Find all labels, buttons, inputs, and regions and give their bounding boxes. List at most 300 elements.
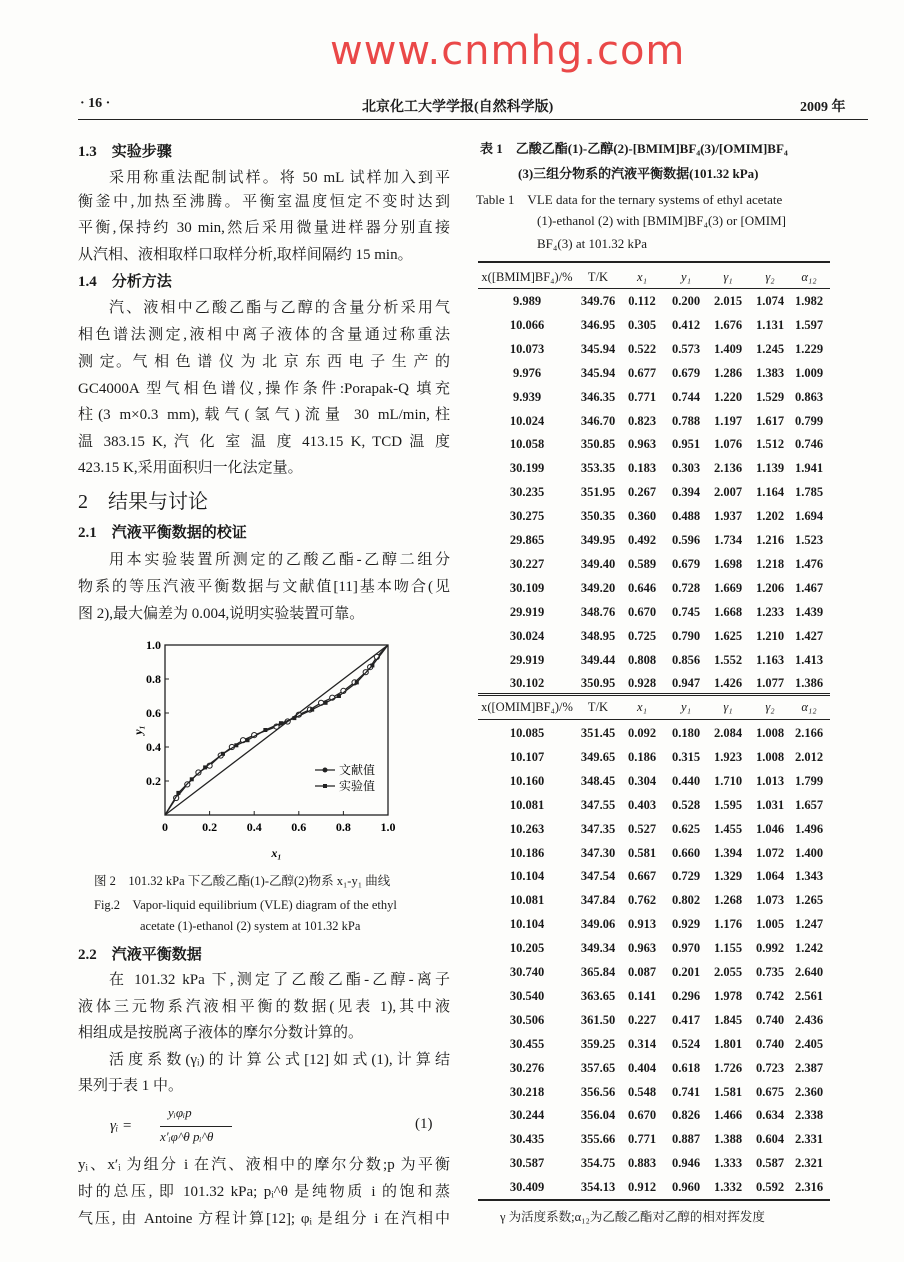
data-point-experimental xyxy=(310,708,314,712)
table-cell: 9.976 xyxy=(512,365,542,380)
paragraph-line: 时的总压, 即 101.32 kPa; pᵢ^θ 是纯物质 i 的饱和蒸 xyxy=(78,1184,450,1200)
table-cell: 1.476 xyxy=(794,556,824,571)
table-row xyxy=(478,650,830,670)
table-cell: 1.734 xyxy=(713,533,743,547)
table-row xyxy=(478,291,830,311)
table-cell: 1.698 xyxy=(713,556,743,571)
table-row xyxy=(478,578,830,598)
table-cell: 0.524 xyxy=(671,1036,701,1051)
table-cell: 9.939 xyxy=(512,389,542,404)
table-cell: 1.332 xyxy=(713,1180,743,1195)
table-cell: 0.587 xyxy=(755,1156,785,1171)
table-cell: 10.024 xyxy=(509,413,545,428)
table-cell: 0.970 xyxy=(671,941,701,956)
table-row xyxy=(478,1129,830,1149)
table-cell: 0.304 xyxy=(627,773,657,788)
paragraph-line: 温 383.15 K, 汽 化 室 温 度 413.15 K, TCD 温 度 xyxy=(78,434,450,450)
section-2-1-heading: 2.1 汽液平衡数据的校证 xyxy=(78,525,247,541)
table-cell: 0.728 xyxy=(671,580,701,595)
table-cell: 1.218 xyxy=(755,556,785,571)
table-cell: 1.229 xyxy=(794,341,824,356)
table-cell: 0.790 xyxy=(671,628,701,643)
table-cell: 30.506 xyxy=(509,1012,545,1027)
table-header-omim xyxy=(478,697,830,717)
table-cell: 1.669 xyxy=(713,580,743,595)
table-row xyxy=(478,673,830,693)
table-cell: 357.65 xyxy=(580,1060,616,1075)
paragraph-line: 在 101.32 kPa 下,测定了乙酸乙酯-乙醇-离子 xyxy=(109,972,450,988)
table-cell: 30.024 xyxy=(509,628,545,643)
table-cell: 1.552 xyxy=(713,652,743,667)
table-cell: 1.676 xyxy=(713,317,743,332)
table-cell: 1.386 xyxy=(794,676,824,691)
table-cell: 10.107 xyxy=(509,749,545,764)
table-cell: 1.801 xyxy=(713,1036,743,1051)
table-cell: 348.76 xyxy=(580,604,616,619)
table-cell: 1.073 xyxy=(755,893,785,908)
table-cell: 1.529 xyxy=(755,389,785,404)
table-cell: 9.989 xyxy=(512,294,542,308)
table-cell: 350.95 xyxy=(580,676,616,691)
table-cell: 0.360 xyxy=(627,509,657,524)
table-row xyxy=(478,626,830,646)
table-row xyxy=(478,843,830,863)
table-cell: α₁₂ xyxy=(801,700,817,714)
table-cell: 1.496 xyxy=(794,821,824,836)
y-tick-label: 1.0 xyxy=(146,638,161,652)
x-tick-label: 0 xyxy=(162,820,168,834)
fig2-caption-cn: 图 2 101.32 kPa 下乙酸乙酯(1)-乙醇(2)物系 x₁-y₁ 曲线 xyxy=(94,874,391,888)
table-cell: 1.072 xyxy=(755,845,785,860)
table-cell: 30.227 xyxy=(509,556,545,571)
table-cell: 0.528 xyxy=(671,797,701,812)
table-cell: 1.388 xyxy=(713,1132,743,1147)
table-cell: 0.912 xyxy=(627,1180,657,1195)
table-cell: 2.055 xyxy=(713,965,743,979)
table-row xyxy=(478,434,830,454)
table-cell: 1.625 xyxy=(713,628,743,643)
table-cell: 10.081 xyxy=(509,893,545,908)
table-cell: 0.296 xyxy=(671,988,701,1003)
paragraph-line: 物系的等压汽液平衡数据与文献值[11]基本吻合(见 xyxy=(78,579,450,595)
table-row xyxy=(478,723,830,743)
legend-marker xyxy=(323,768,328,773)
table-cell: 10.081 xyxy=(509,797,545,812)
table-row xyxy=(478,771,830,791)
table-cell: 2.561 xyxy=(794,988,824,1003)
table-cell: 0.745 xyxy=(671,604,701,619)
paragraph-line: 图 2),最大偏差为 0.004,说明实验装置可靠。 xyxy=(78,606,365,622)
table-cell: 0.267 xyxy=(627,485,657,500)
table-cell: 361.50 xyxy=(580,1012,616,1027)
table-cell: 1.400 xyxy=(794,845,824,860)
table-row xyxy=(478,411,830,431)
table-row xyxy=(478,387,830,407)
table-header-rule xyxy=(478,288,830,289)
table-cell: 2.387 xyxy=(794,1060,824,1075)
data-point-experimental xyxy=(176,791,180,795)
table-cell: 0.913 xyxy=(627,917,657,932)
table-cell: 349.44 xyxy=(580,652,616,667)
data-point-experimental xyxy=(279,721,283,725)
table-cell: 1.439 xyxy=(794,604,824,619)
table-row xyxy=(478,819,830,839)
year: 2009 年 xyxy=(800,100,846,115)
table-row xyxy=(478,482,830,502)
table-cell: 1.076 xyxy=(713,437,743,452)
table-cell: 1.455 xyxy=(713,821,743,836)
table-cell: 29.865 xyxy=(509,533,545,547)
table-cell: 1.233 xyxy=(755,604,785,619)
table-cell: x₁ xyxy=(637,700,647,714)
table-cell: 0.802 xyxy=(671,893,701,908)
fig2-caption-en-2: acetate (1)-ethanol (2) system at 101.32 kPa xyxy=(140,919,361,933)
table-cell: 1.008 xyxy=(755,726,785,740)
table-cell: 0.723 xyxy=(755,1060,785,1075)
legend-marker xyxy=(323,784,327,788)
table-cell: 1.247 xyxy=(794,917,824,932)
paragraph-line: 活度系数(γᵢ)的计算公式[12]如式(1),计算结 xyxy=(109,1052,450,1068)
table-cell: 1.845 xyxy=(713,1012,743,1027)
table-cell: 350.85 xyxy=(580,437,616,452)
table-row xyxy=(478,1034,830,1054)
table-cell: 1.268 xyxy=(713,893,743,908)
paragraph-line: 衡釜中,加热至沸腾。平衡室温度恒定不变时达到 xyxy=(78,194,450,210)
table-cell: 356.56 xyxy=(580,1084,616,1099)
table-cell: 1.937 xyxy=(713,509,743,524)
table-cell: 2.007 xyxy=(713,485,743,500)
table-cell: 0.604 xyxy=(755,1132,785,1147)
table-cell: 1.163 xyxy=(755,652,785,667)
table-cell: 0.729 xyxy=(671,869,701,884)
table-cell: 1.031 xyxy=(755,797,785,812)
table-cell: 347.30 xyxy=(580,845,616,860)
table-cell: 1.131 xyxy=(755,317,785,332)
table-cell: 1.923 xyxy=(713,749,743,764)
table-cell: 0.625 xyxy=(671,821,701,836)
table-cell: 10.066 xyxy=(509,317,545,332)
table-cell: 0.660 xyxy=(671,845,701,860)
fig2-chart xyxy=(130,630,410,865)
table-cell: 10.104 xyxy=(509,917,545,932)
table-cell: 0.963 xyxy=(627,941,657,956)
table-cell: 1.139 xyxy=(755,461,785,476)
table-cell: 1.074 xyxy=(755,294,785,308)
table-row xyxy=(478,938,830,958)
paragraph-line: GC4000A 型气相色谱仪,操作条件:Porapak-Q 填充 xyxy=(78,381,450,397)
paragraph-line: 测 定。气 相 色 谱 仪 为 北 京 东 西 电 子 生 产 的 xyxy=(78,354,450,370)
table-row xyxy=(478,315,830,335)
table-cell: 349.65 xyxy=(580,749,616,764)
table-cell: α₁₂ xyxy=(801,270,817,284)
table-cell: 0.227 xyxy=(627,1012,657,1027)
table-cell: 0.744 xyxy=(671,389,701,404)
table-row xyxy=(478,914,830,934)
table-cell: 1.657 xyxy=(794,797,824,812)
table-cell: 349.34 xyxy=(580,941,616,956)
table-cell: 1.617 xyxy=(755,413,785,428)
table-cell: 0.928 xyxy=(627,676,657,691)
table-mid-rule xyxy=(478,693,830,696)
table-row xyxy=(478,1177,830,1197)
table-cell: 1.941 xyxy=(794,461,824,476)
table-cell: 351.95 xyxy=(580,485,616,500)
table-cell: 0.394 xyxy=(671,485,701,500)
table-row xyxy=(478,795,830,815)
table-cell: γ₂ xyxy=(765,270,775,284)
table-cell: 1.008 xyxy=(755,749,785,764)
table-cell: 0.634 xyxy=(755,1108,785,1123)
table-cell: 0.960 xyxy=(671,1180,701,1195)
table-cell: 0.201 xyxy=(671,965,701,979)
table-cell: 1.242 xyxy=(794,941,824,956)
table-cell: 0.670 xyxy=(627,1108,657,1123)
table-cell: 0.735 xyxy=(755,965,785,979)
table-cell: 365.84 xyxy=(580,965,616,979)
table-cell: 1.216 xyxy=(755,533,785,547)
paragraph-line: 平衡,保持约 30 min,然后采用微量进样器分别直接 xyxy=(78,220,450,236)
table-cell: 29.919 xyxy=(509,652,545,667)
table-cell: 0.947 xyxy=(671,676,701,691)
table-cell: 1.466 xyxy=(713,1108,743,1123)
table-cell: 1.467 xyxy=(794,580,824,595)
table-cell: 0.740 xyxy=(755,1012,785,1027)
fraction-bar xyxy=(160,1126,232,1127)
table-cell: 0.573 xyxy=(671,341,701,356)
table-cell: 346.95 xyxy=(580,317,616,332)
equation-number: (1) xyxy=(415,1116,433,1132)
fig2-caption-en-1: Fig.2 Vapor-liquid equilibrium (VLE) diagram of the ethyl xyxy=(94,898,397,912)
table-cell: 359.25 xyxy=(580,1036,616,1051)
table-cell: 1.064 xyxy=(755,869,785,884)
legend-label: 文献值 xyxy=(339,763,376,777)
table-cell: γ₁ xyxy=(723,270,733,284)
table-cell: 0.112 xyxy=(628,294,656,308)
table-cell: 347.84 xyxy=(580,893,616,908)
table-cell: 0.440 xyxy=(671,773,701,788)
table-cell: 0.799 xyxy=(794,413,824,428)
table-cell: 0.992 xyxy=(755,941,785,956)
table-cell: 0.823 xyxy=(627,413,657,428)
data-point-experimental xyxy=(203,765,207,769)
table-cell: 0.315 xyxy=(671,749,701,764)
table-cell: 356.04 xyxy=(580,1108,616,1123)
section-2-2-heading: 2.2 汽液平衡数据 xyxy=(78,947,202,963)
table-cell: 30.275 xyxy=(509,509,545,524)
table-cell: 1.581 xyxy=(713,1084,743,1099)
table-cell: 0.670 xyxy=(627,604,657,619)
table-cell: 0.492 xyxy=(627,533,657,547)
table-cell: 354.75 xyxy=(580,1156,616,1171)
table-cell: T/K xyxy=(587,270,609,284)
y-axis-label: y₁ xyxy=(131,725,145,735)
table-cell: 10.160 xyxy=(509,773,545,788)
table-cell: 0.887 xyxy=(671,1132,701,1147)
table-cell: 2.338 xyxy=(794,1108,824,1123)
table-cell: 0.740 xyxy=(755,1036,785,1051)
table-cell: 347.55 xyxy=(580,797,616,812)
data-point-experimental xyxy=(190,777,194,781)
paragraph-line: 相色谱法测定,液相中离子液体的含量通过称重法 xyxy=(78,327,450,343)
table-row xyxy=(478,962,830,982)
table-cell: 0.646 xyxy=(627,580,657,595)
table-cell: 30.740 xyxy=(509,965,545,979)
paragraph-line: 从汽相、液相取样口取样分析,取样间隔约 15 min。 xyxy=(78,247,413,263)
table-cell: 0.746 xyxy=(794,437,824,452)
x-tick-label: 1.0 xyxy=(380,820,396,834)
table-cell: 353.35 xyxy=(580,461,616,476)
table-cell: 0.771 xyxy=(627,389,657,404)
table-cell: 0.675 xyxy=(755,1084,785,1099)
table-cell: 10.085 xyxy=(509,726,545,740)
table-cell: 0.883 xyxy=(627,1156,657,1171)
table-cell: 0.412 xyxy=(671,317,701,332)
table-cell: 0.200 xyxy=(671,294,701,308)
table-cell: 30.455 xyxy=(509,1036,545,1051)
table-cell: 0.963 xyxy=(627,437,657,452)
y-tick-label: 0.8 xyxy=(146,672,161,686)
table-cell: 1.694 xyxy=(794,509,824,524)
table-cell: 10.263 xyxy=(509,821,545,836)
equation-denominator: x′ᵢφ^θ pᵢ^θ xyxy=(160,1129,214,1144)
table-row xyxy=(478,1105,830,1125)
table-row xyxy=(478,747,830,767)
x-tick-label: 0.8 xyxy=(335,820,351,834)
table-cell: 346.70 xyxy=(580,413,616,428)
table-cell: y₁ xyxy=(681,700,691,714)
table-header-bmim xyxy=(478,267,830,287)
table-cell: 0.856 xyxy=(671,652,701,667)
data-point-experimental xyxy=(263,728,267,732)
data-point-experimental xyxy=(246,738,250,742)
table-cell: 0.863 xyxy=(794,389,824,404)
table-cell: 2.640 xyxy=(794,965,824,979)
table-cell: 349.40 xyxy=(580,556,616,571)
paragraph-line: 汽、液相中乙酸乙酯与乙醇的含量分析采用气 xyxy=(109,300,450,316)
table-cell: 1.265 xyxy=(794,893,824,908)
table-cell: 1.333 xyxy=(713,1156,743,1171)
table-cell: 30.218 xyxy=(509,1084,545,1099)
x-tick-label: 0.4 xyxy=(246,820,262,834)
table-cell: 30.199 xyxy=(509,461,545,476)
paragraph-line: 液体三元物系汽液相平衡的数据(见表 1),其中液 xyxy=(78,999,450,1015)
table-cell: 30.102 xyxy=(509,676,545,691)
table-row xyxy=(478,530,830,550)
table-cell: 10.058 xyxy=(509,437,545,452)
table-cell: 29.919 xyxy=(509,604,545,619)
x-tick-label: 0.6 xyxy=(291,820,307,834)
table-cell: 345.94 xyxy=(580,365,616,380)
table-title-en-1: Table 1 VLE data for the ternary systems of ethyl acetate xyxy=(476,192,783,207)
paragraph-line: 423.15 K,采用面积归一化法定量。 xyxy=(78,460,303,476)
table-cell: 1.409 xyxy=(713,341,743,356)
table-row xyxy=(478,986,830,1006)
paragraph-line: 采用称重法配制试样。将 50 mL 试样加入到平 xyxy=(109,170,450,186)
table-cell: 0.314 xyxy=(627,1036,657,1051)
journal-title: 北京化工大学学报(自然科学版) xyxy=(362,100,554,115)
table-cell: 1.202 xyxy=(755,509,785,524)
table-cell: 0.592 xyxy=(755,1180,785,1195)
table-cell: 0.946 xyxy=(671,1156,701,1171)
table-cell: 0.581 xyxy=(627,845,657,860)
table-cell: 2.316 xyxy=(794,1180,824,1195)
table-cell: 1.005 xyxy=(755,917,785,932)
table-cell: 0.548 xyxy=(627,1084,657,1099)
table-cell: 1.426 xyxy=(713,676,743,691)
table-cell: γ₁ xyxy=(723,700,733,714)
table-cell: 0.522 xyxy=(627,341,657,356)
table-cell: 2.321 xyxy=(794,1156,824,1171)
x-axis-label: x₁ xyxy=(271,846,282,860)
table-row xyxy=(478,1082,830,1102)
table-cell: 1.343 xyxy=(794,869,824,884)
table-cell: 2.360 xyxy=(794,1084,824,1099)
table-cell: T/K xyxy=(587,700,609,714)
table-cell: 349.20 xyxy=(580,580,616,595)
paragraph-line: yᵢ、x′ᵢ 为组分 i 在汽、液相中的摩尔分数;p 为平衡 xyxy=(78,1157,450,1173)
legend-label: 实验值 xyxy=(339,779,376,793)
table-cell: 347.35 xyxy=(580,821,616,836)
equation-numerator: yᵢφᵢp xyxy=(168,1105,192,1120)
table-cell: 0.788 xyxy=(671,413,701,428)
table-cell: 1.329 xyxy=(713,869,743,884)
table-row xyxy=(478,506,830,526)
table-cell: 351.45 xyxy=(580,726,616,740)
table-cell: 0.826 xyxy=(671,1108,701,1123)
table-cell: 0.741 xyxy=(671,1084,701,1099)
table-cell: 1.427 xyxy=(794,628,824,643)
table-cell: 0.092 xyxy=(627,726,657,740)
y-tick-label: 0.4 xyxy=(146,740,161,754)
table-cell: 2.136 xyxy=(713,461,743,476)
table-cell: 349.76 xyxy=(580,294,616,308)
table-cell: 345.94 xyxy=(580,341,616,356)
table-cell: 348.95 xyxy=(580,628,616,643)
table-cell: 349.06 xyxy=(580,917,616,932)
table-cell: 2.084 xyxy=(713,726,743,740)
table-cell: 0.762 xyxy=(627,893,657,908)
table-cell: 0.180 xyxy=(671,726,701,740)
table-cell: 0.403 xyxy=(627,797,657,812)
table-cell: x([BMIM]BF₄)/% xyxy=(481,270,573,284)
table-row xyxy=(478,363,830,383)
table-cell: 30.409 xyxy=(509,1180,545,1195)
table-cell: 30.276 xyxy=(509,1060,545,1075)
paragraph-line: 相组成是按脱离子液体的摩尔分数计算的。 xyxy=(78,1025,364,1041)
table-cell: 1.668 xyxy=(713,604,743,619)
table-cell: 0.667 xyxy=(627,869,657,884)
table-header-rule-2 xyxy=(478,719,830,720)
table-cell: 30.540 xyxy=(509,988,545,1003)
page-number: · 16 · xyxy=(80,96,111,111)
table-cell: 1.726 xyxy=(713,1060,743,1075)
data-point-experimental xyxy=(234,743,238,747)
table-cell: 10.104 xyxy=(509,869,545,884)
table-cell: 0.087 xyxy=(627,965,657,979)
y-tick-label: 0.6 xyxy=(146,706,161,720)
table-cell: 10.205 xyxy=(509,941,545,956)
table-cell: 0.303 xyxy=(671,461,701,476)
table-row xyxy=(478,554,830,574)
table-cell: 1.245 xyxy=(755,341,785,356)
table-cell: 2.331 xyxy=(794,1132,824,1147)
table-cell: 350.35 xyxy=(580,509,616,524)
section-1-3-heading: 1.3 实验步骤 xyxy=(78,144,172,160)
table-cell: 1.286 xyxy=(713,365,743,380)
table-cell: 1.523 xyxy=(794,533,824,547)
table-cell: 30.435 xyxy=(509,1132,545,1147)
table-row xyxy=(478,1058,830,1078)
